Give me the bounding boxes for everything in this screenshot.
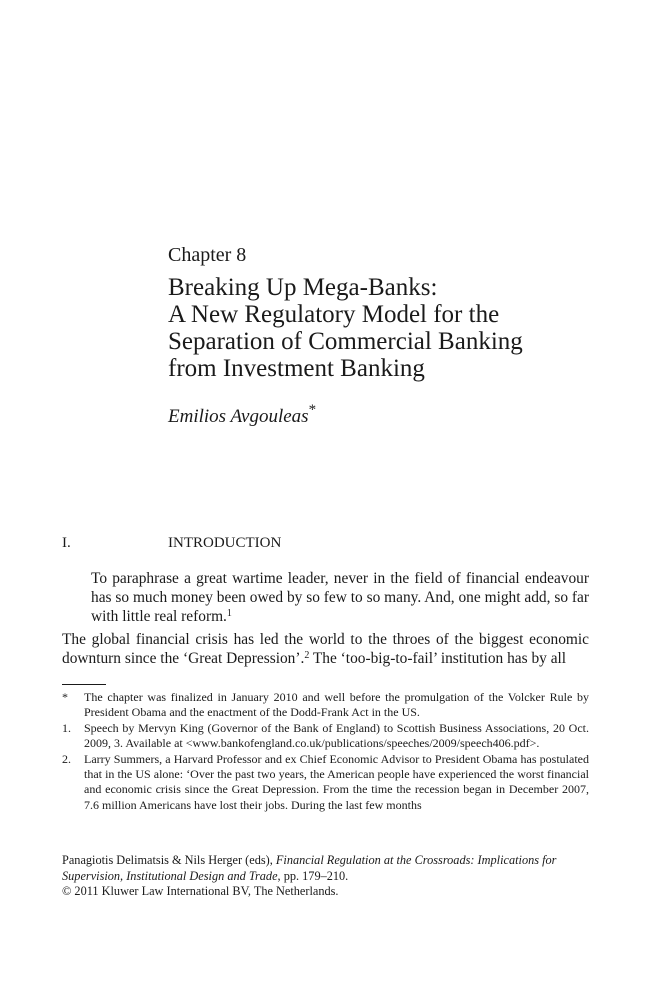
chapter-title-line: Breaking Up Mega-Banks: <box>168 274 438 301</box>
publication-imprint <box>62 853 602 900</box>
footnote-text: Larry Summers, a Harvard Professor and ex Chief Economic Advisor to President Obama has postulated that in the US alone: ‘Over the past two years, the American people have experienced the worst financial and economic crisis since the Great Depression. From the time the recession began in December 2007, 7.6 million Americans have lost their jobs. During the last few months <box>84 751 589 812</box>
footnote-ref: 2 <box>304 650 310 661</box>
footnote <box>62 721 589 752</box>
chapter-title-line: from Investment Banking <box>168 355 425 382</box>
author <box>168 402 317 428</box>
chapter-title <box>168 274 598 382</box>
quote-text: To paraphrase a great wartime leader, never in the field of financial endeavour has so much money been owed by so few to so many. And, one might add, so far with little real reform. <box>91 570 589 625</box>
editors: Panagiotis Delimatsis & Nils Herger (eds), <box>62 853 276 867</box>
footnote-mark: * <box>62 690 68 704</box>
footnote <box>62 690 589 721</box>
chapter-title-line: A New Regulatory Model for the <box>168 301 500 328</box>
footnote <box>62 752 589 814</box>
chapter-label: Chapter 8 <box>168 244 247 266</box>
section-heading: INTRODUCTION <box>168 535 282 551</box>
page-range: , pp. 179–210. <box>277 868 349 883</box>
paragraph-text: The global financial crisis has led the world to the throes of the biggest economic downturn since the ‘Great Depression’. <box>62 631 589 667</box>
book-title: Financial Regulation at the Crossroads: Implications for Supervision, Institutional Design and Trade <box>62 853 557 883</box>
paragraph-text: The ‘too-big-to-fail’ institution has by all <box>309 650 567 667</box>
body-paragraph <box>62 630 589 668</box>
epigraph-quote <box>91 569 589 626</box>
footnote-text: Speech by Mervyn King (Governor of the Bank of England) to Scottish Business Associations, 20 Oct. 2009, 3. Available at <www.bankofengland.co.uk/publications/speeches/2009/speech406.pdf>. <box>84 720 589 751</box>
section-number: I. <box>62 535 71 551</box>
footnote-mark: 2. <box>62 751 71 766</box>
author-name: Emilios Avgouleas <box>168 406 309 427</box>
footnote-divider <box>62 684 106 685</box>
footnotes <box>62 690 589 813</box>
footnote-text: The chapter was finalized in January 2010 and well before the promulgation of the Volcker Rule by President Obama and the enactment of the Dodd-Frank Act in the US. <box>84 690 589 720</box>
chapter-title-line: Separation of Commercial Banking <box>168 328 523 355</box>
footnote-ref: 1 <box>226 608 232 619</box>
footnote-mark: 1. <box>62 720 71 735</box>
copyright: © 2011 Kluwer Law International BV, The Netherlands. <box>62 884 339 899</box>
citation <box>62 853 602 884</box>
author-footnote-mark: * <box>308 402 317 418</box>
